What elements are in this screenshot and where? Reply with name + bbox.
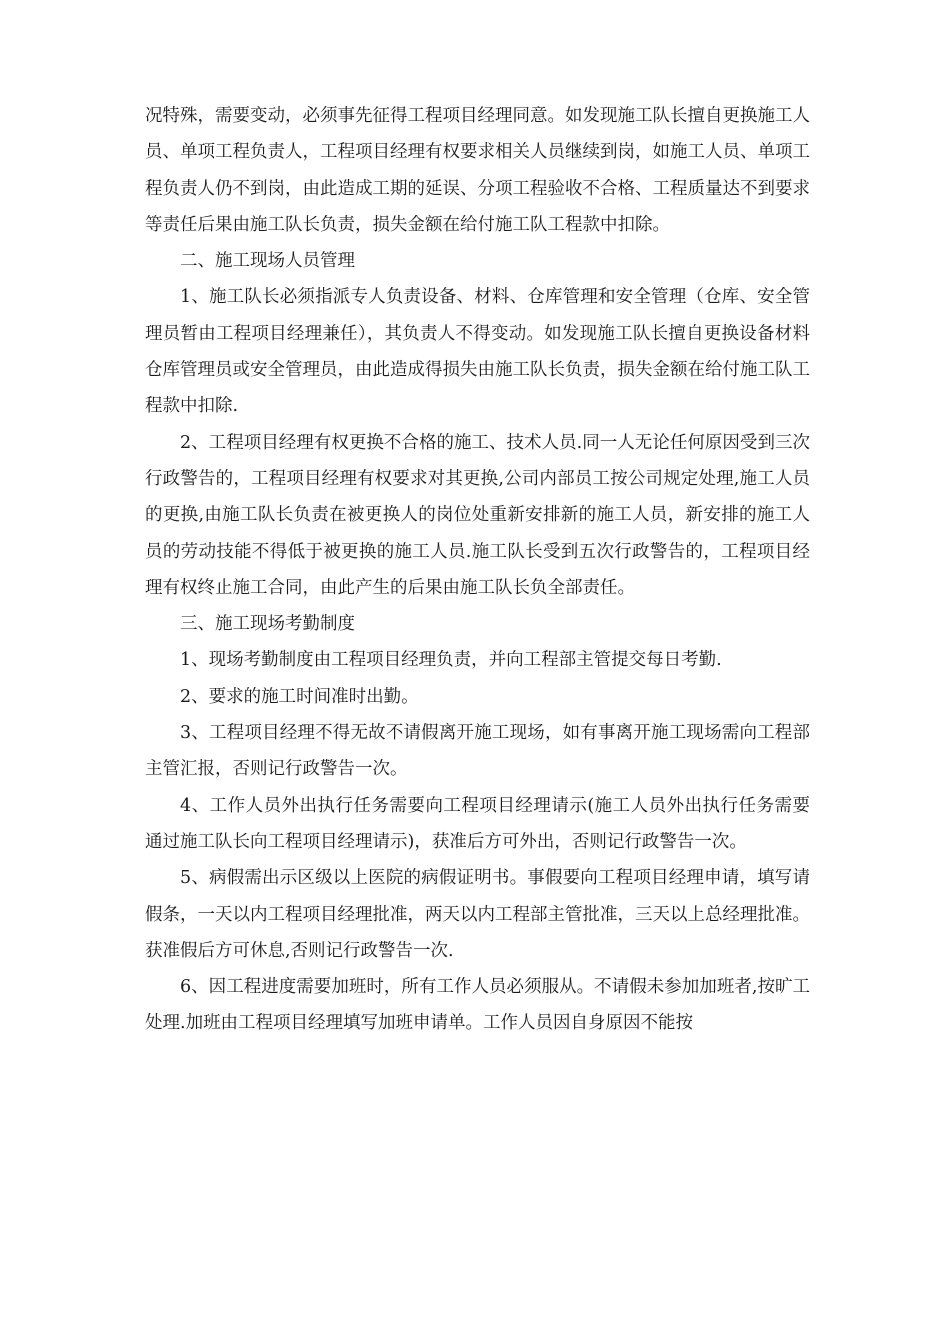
paragraph-personnel-1: 1、施工队长必须指派专人负责设备、材料、仓库管理和安全管理（仓库、安全管理员暂由工程项目经理兼任），其负责人不得变动。如发现施工队长擅自更换设备材料仓库管理员或安全管理员，由此造成得损失由施工队长负责，损失金额在给付施工队工程款中扣除. [145, 287, 810, 417]
paragraph-attendance-1: 1、现场考勤制度由工程项目经理负责，并向工程部主管提交每日考勤. [180, 650, 722, 671]
paragraph-attendance-2: 2、要求的施工时间准时出勤。 [180, 686, 419, 707]
paragraph-attendance-6: 6、因工程进度需要加班时，所有工作人员必须服从。不请假未参加加班者,按旷工处理.加班由工程项目经理填写加班申请单。工作人员因自身原因不能按 [145, 977, 810, 1034]
document-body [145, 98, 810, 1042]
paragraph-attendance-4: 4、工作人员外出执行任务需要向工程项目经理请示(施工人员外出执行任务需要通过施工队长向工程项目经理请示)，获准后方可外出，否则记行政警告一次。 [145, 795, 810, 852]
paragraph-personnel-2: 2、工程项目经理有权更换不合格的施工、技术人员.同一人无论任何原因受到三次行政警告的，工程项目经理有权要求对其更换,公司内部员工按公司规定处理,施工人员的更换,由施工队长负责在被更换人的岗位处重新安排新的施工人员，新安排的施工人员的劳动技能不得低于被更换的施工人员.施工队长受到五次行政警告的，工程项目经理有权终止施工合同，由此产生的后果由施工队长负全部责任。 [145, 432, 810, 598]
paragraph-attendance-3: 3、工程项目经理不得无故不请假离开施工现场，如有事离开施工现场需向工程部主管汇报，否则记行政警告一次。 [145, 723, 810, 780]
section-heading-attendance: 三、施工现场考勤制度 [180, 614, 355, 635]
section-heading-personnel: 二、施工现场人员管理 [180, 251, 355, 272]
paragraph-attendance-5: 5、病假需出示区级以上医院的病假证明书。事假要向工程项目经理申请，填写请假条，一天以内工程项目经理批准，两天以内工程部主管批准，三天以上总经理批准。获准假后方可休息,否则记行政警告一次. [145, 868, 810, 961]
paragraph-continuation: 况特殊，需要变动，必须事先征得工程项目经理同意。如发现施工队长擅自更换施工人员、单项工程负责人，工程项目经理有权要求相关人员继续到岗，如施工人员、单项工程负责人仍不到岗，由此造成工期的延误、分项工程验收不合格、工程质量达不到要求等责任后果由施工队长负责，损失金额在给付施工队工程款中扣除。 [145, 106, 810, 235]
